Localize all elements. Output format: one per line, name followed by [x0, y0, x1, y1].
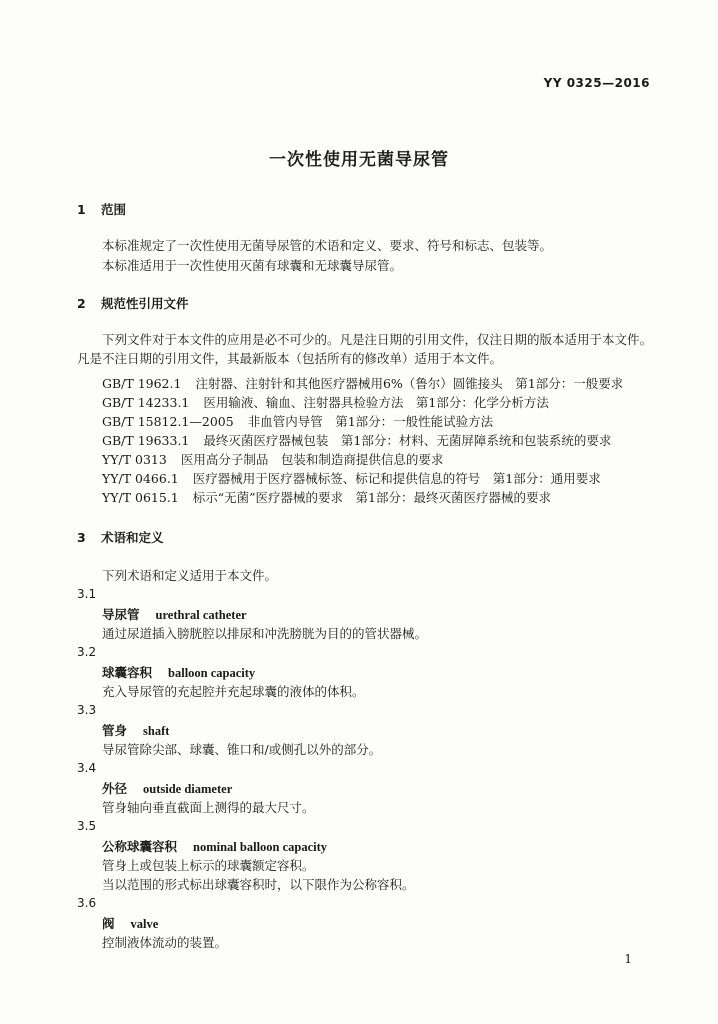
section-title: 术语和定义 [101, 530, 164, 545]
term-definition: 管身上或包装上标示的球囊额定容积。 [102, 858, 315, 873]
term-number: 3.4 [77, 761, 97, 775]
section-3-heading [77, 528, 164, 546]
term-english: valve [130, 917, 159, 931]
reference-title: 标示“无菌”医疗器械的要求 第1部分：最终灭菌医疗器械的要求 [192, 490, 552, 505]
term-definition: 当以范围的形式标出球囊容积时，以下限作为公称容积。 [102, 877, 415, 892]
scope-paragraph-2: 本标准适用于一次性使用灭菌有球囊和无球囊导尿管。 [102, 258, 403, 273]
reference-code: YY/T 0615.1 [102, 490, 179, 505]
term-number: 3.2 [77, 645, 97, 659]
references-intro: 下列文件对于本文件的应用是必不可少的。凡是注日期的引用文件，仅注日期的版本适用于本文件。凡是不注日期的引用文件，其最新版本（包括所有的修改单）适用于本文件。 [77, 332, 653, 366]
reference-title: 非血管内导管 第1部分：一般性能试验方法 [247, 414, 494, 429]
section-number: 3 [77, 530, 86, 545]
document-title: 一次性使用无菌导尿管 [269, 150, 449, 170]
scope-paragraph-1: 本标准规定了一次性使用无菌导尿管的术语和定义、要求、符号和标志、包装等。 [102, 238, 553, 253]
reference-item [102, 431, 611, 449]
term-english: balloon capacity [168, 666, 256, 680]
term-definition: 导尿管除尖部、球囊、锥口和/或侧孔以外的部分。 [102, 742, 382, 757]
section-2-heading [77, 294, 189, 312]
reference-code: GB/T 1962.1 [102, 376, 182, 391]
reference-code: GB/T 14233.1 [102, 395, 190, 410]
term-chinese: 阀 [102, 916, 115, 931]
term-number: 3.5 [77, 819, 97, 833]
term-chinese: 公称球囊容积 [102, 839, 178, 854]
reference-code: YY/T 0466.1 [102, 471, 179, 486]
reference-code: YY/T 0313 [102, 452, 167, 467]
term-chinese: 导尿管 [102, 607, 140, 622]
reference-item [102, 374, 623, 392]
term-entry [102, 837, 327, 855]
reference-code: GB/T 19633.1 [102, 433, 190, 448]
term-english: outside diameter [143, 782, 233, 796]
term-chinese: 管身 [102, 723, 128, 738]
reference-item [102, 450, 443, 468]
term-definition: 充入导尿管的充起腔并充起球囊的液体的体积。 [102, 684, 365, 699]
term-chinese: 球囊容积 [102, 665, 153, 680]
term-entry [102, 721, 169, 739]
term-entry [102, 663, 255, 681]
reference-title: 最终灭菌医疗器械包装 第1部分：材料、无菌屏障系统和包装系统的要求 [203, 433, 612, 448]
section-title: 范围 [101, 202, 127, 217]
reference-item [102, 488, 551, 506]
section-number: 1 [77, 202, 86, 217]
reference-item [102, 469, 601, 487]
section-title: 规范性引用文件 [101, 296, 189, 311]
term-number: 3.1 [77, 587, 97, 601]
reference-title: 注射器、注射针和其他医疗器械用6%（鲁尔）圆锥接头 第1部分：一般要求 [195, 376, 624, 391]
term-number: 3.3 [77, 703, 97, 717]
term-definition: 控制液体流动的装置。 [102, 935, 228, 950]
term-english: nominal balloon capacity [193, 840, 328, 854]
reference-code: GB/T 15812.1—2005 [102, 414, 234, 429]
standard-code: YY 0325—2016 [543, 76, 650, 90]
reference-title: 医用输液、输血、注射器具检验方法 第1部分：化学分析方法 [203, 395, 549, 410]
section-1-heading [77, 200, 126, 218]
reference-item [102, 393, 549, 411]
term-english: shaft [143, 724, 170, 738]
term-entry [102, 605, 247, 623]
term-english: urethral catheter [155, 608, 247, 622]
term-entry [102, 914, 158, 932]
term-definition: 管身轴向垂直截面上测得的最大尺寸。 [102, 800, 315, 815]
term-chinese: 外径 [102, 781, 128, 796]
term-entry [102, 779, 232, 797]
term-number: 3.6 [77, 896, 97, 910]
terms-intro: 下列术语和定义适用于本文件。 [102, 568, 278, 583]
reference-title: 医疗器械用于医疗器械标签、标记和提供信息的符号 第1部分：通用要求 [192, 471, 601, 486]
page-number: 1 [624, 952, 632, 966]
section-number: 2 [77, 296, 86, 311]
term-definition: 通过尿道插入膀胱腔以排尿和冲洗膀胱为目的的管状器械。 [102, 626, 428, 641]
reference-item [102, 412, 493, 430]
reference-title: 医用高分子制品 包装和制造商提供信息的要求 [180, 452, 444, 467]
